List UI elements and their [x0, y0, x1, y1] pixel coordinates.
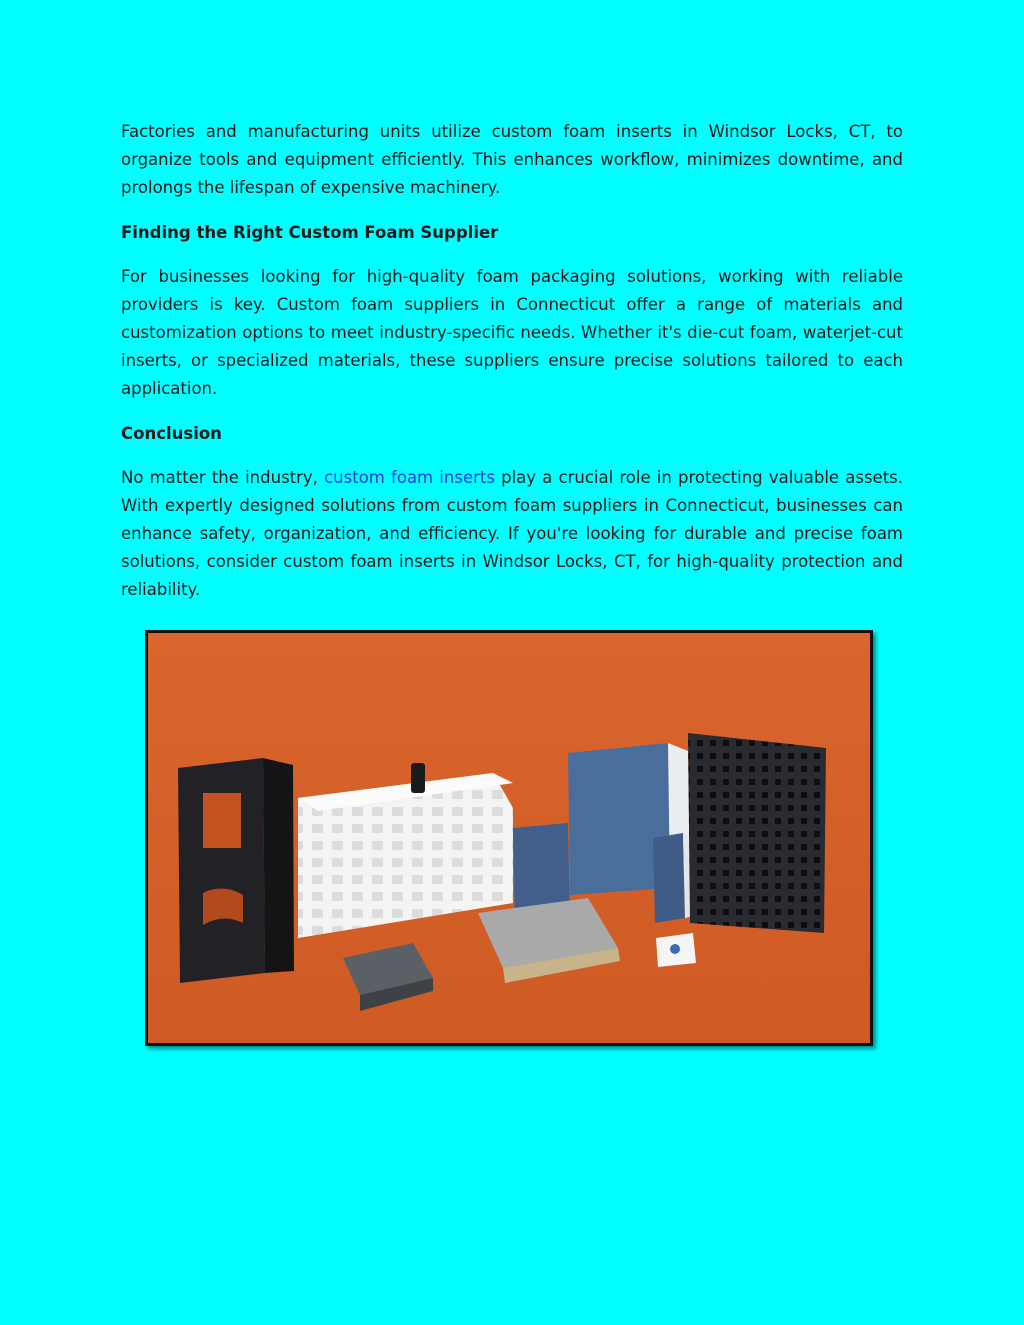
conclusion-heading: Conclusion	[121, 423, 222, 443]
supplier-heading: Finding the Right Custom Foam Supplier	[121, 222, 499, 242]
conclusion-text-start: No matter the industry,	[121, 467, 325, 487]
document-body	[121, 118, 903, 605]
black-cutout-foam-block	[178, 758, 294, 983]
custom-foam-inserts-link[interactable]: custom foam inserts	[324, 467, 495, 487]
perforated-foam-panel	[688, 733, 826, 933]
conclusion-text-end: play a crucial role in protecting valuable assets. With expertly designed solutions from custom foam suppliers in Connecticut, businesses can enhance safety, organization, and efficiency. If you're looking for durable and precise foam solutions, consider custom foam inserts in Windsor Locks, CT, for high-quality protection and reliability.	[121, 467, 904, 600]
foam-inserts-photo	[145, 630, 873, 1046]
intro-paragraph: Factories and manufacturing units utilize custom foam inserts in Windsor Locks, CT, to organize tools and equipment efficiently. This enhances workflow, minimizes downtime, and prolongs the lifespan of expensive machinery.	[121, 122, 903, 198]
conclusion-paragraph	[121, 464, 903, 605]
small-white-foam-piece	[656, 933, 696, 967]
supplier-paragraph: For businesses looking for high-quality foam packaging solutions, working with reliable providers is key. Custom foam suppliers in Connecticut offer a range of materials and customization options to meet industry-specific needs. Whether it's die-cut foam, waterjet-cut inserts, or specialized materials, these suppliers ensure precise solutions tailored to each application.	[121, 266, 903, 399]
foam-products-illustration	[148, 633, 870, 1043]
